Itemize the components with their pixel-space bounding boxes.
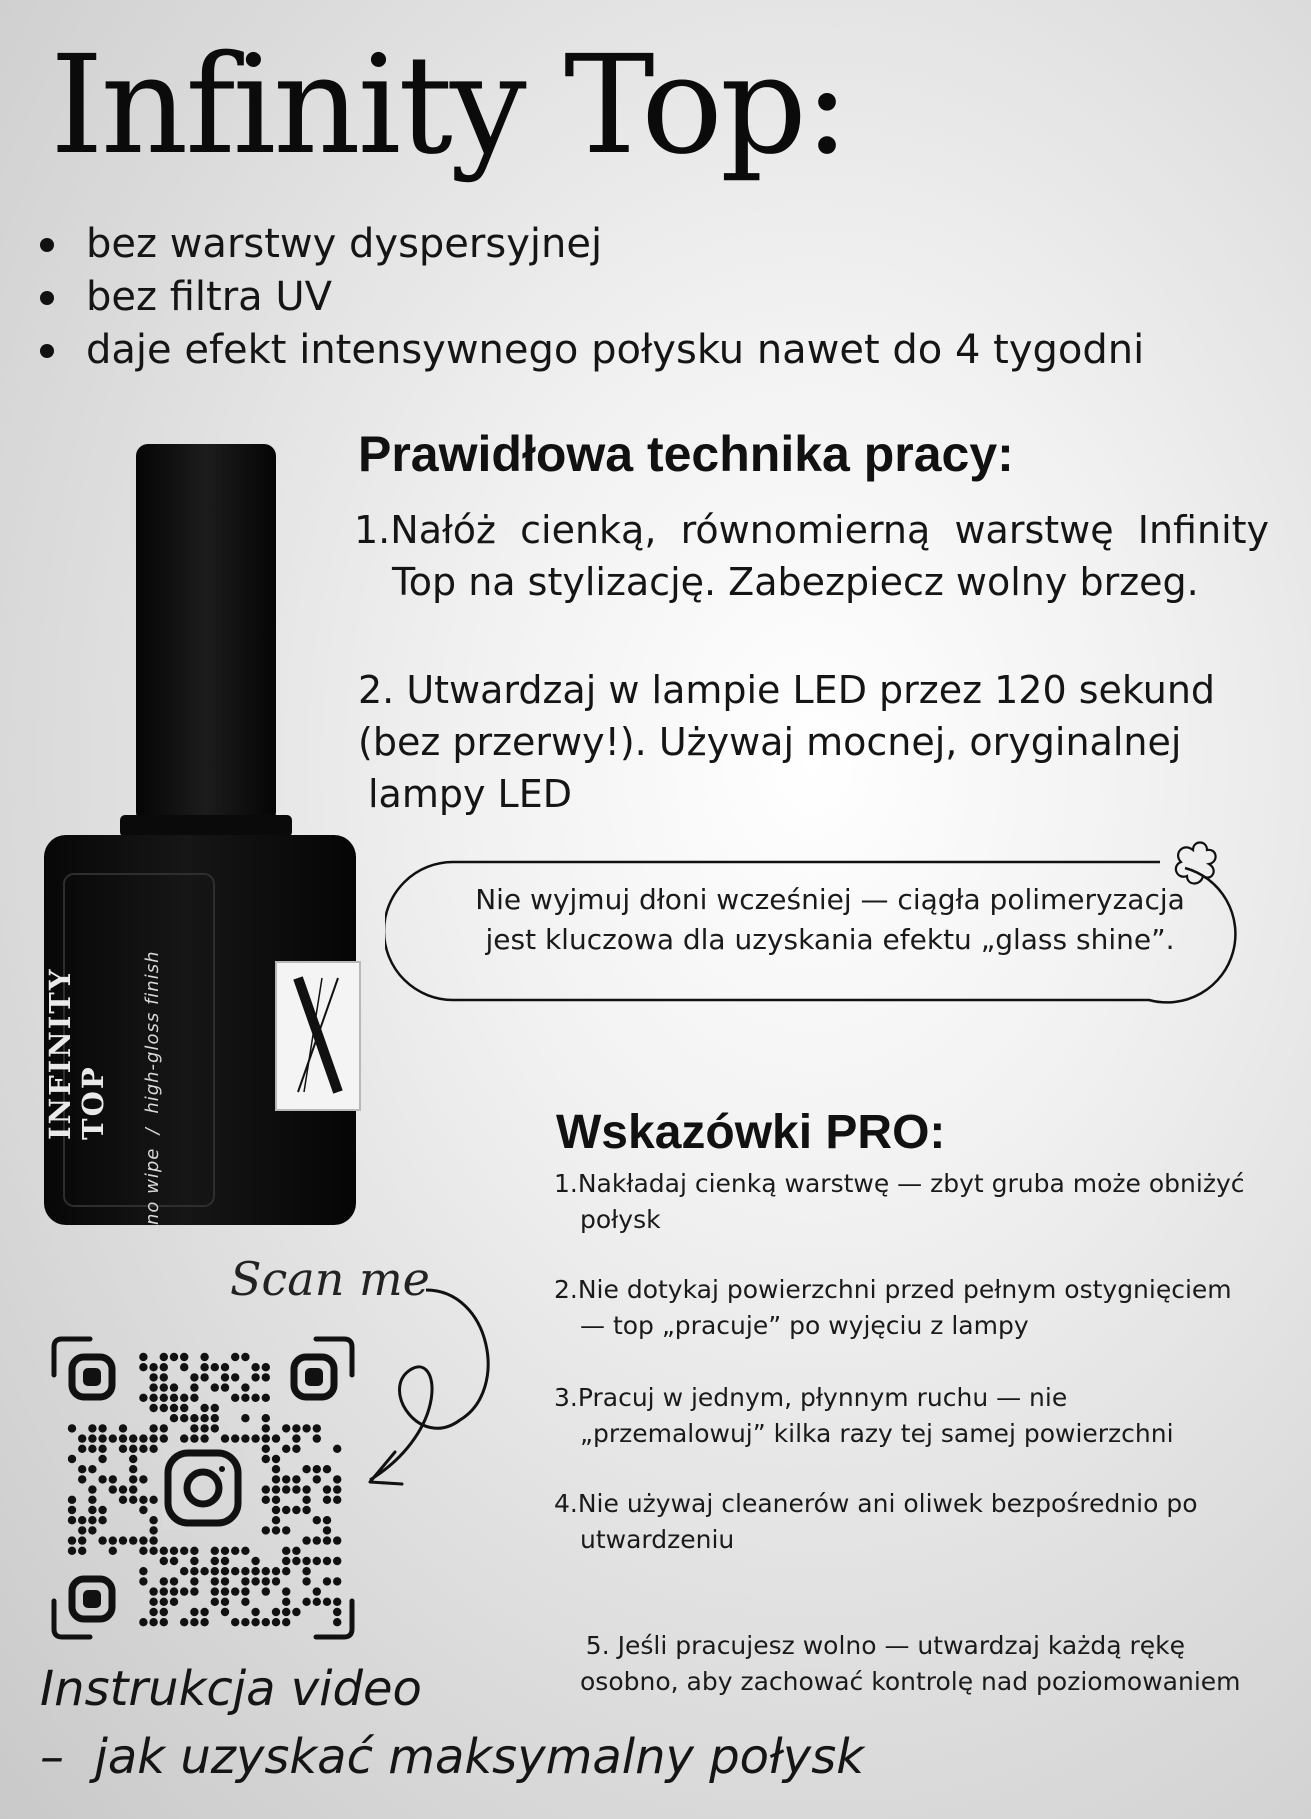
pro-item-text: Nie dotykaj powierzchni przed pełnym ostygnięciem — [577, 1275, 1232, 1304]
step-text: (bez przerwy!). Używaj mocnej, oryginalnej — [358, 720, 1182, 764]
technique-step-2 — [358, 664, 1278, 820]
bottle-brand-line: INFINITY — [43, 967, 77, 1140]
pro-item-text: Pracuj w jednym, płynnym ruchu — nie — [577, 1383, 1068, 1412]
pro-item — [554, 1166, 1245, 1238]
step-number: 1. — [354, 508, 391, 552]
video-caption — [40, 1655, 864, 1791]
feature-item: daje efekt intensywnego połysku nawet do 4 tygodni — [40, 324, 1240, 377]
pro-item — [554, 1272, 1232, 1344]
pro-item-text: Nakładaj cienką warstwę — zbyt gruba może obniżyć — [577, 1169, 1245, 1198]
pro-item-text: Nie używaj cleanerów ani oliwek bezpośrednio po — [577, 1489, 1198, 1518]
scan-label: Scan me — [230, 1252, 430, 1306]
pro-item-text: — top „pracuje” po wyjęciu z lampy — [580, 1311, 1029, 1340]
bullet-icon — [40, 344, 54, 358]
feature-item: bez warstwy dyspersyjnej — [40, 218, 1240, 271]
qr-code[interactable] — [50, 1335, 356, 1641]
qr-code-icon — [50, 1335, 356, 1641]
step-text: Top na stylizację. Zabezpiecz wolny brzeg. — [392, 560, 1199, 604]
pro-item-number: 5. — [585, 1631, 610, 1660]
feature-list — [40, 218, 1240, 377]
step-text: lampy LED — [368, 772, 572, 816]
step-text: Nałóż cienką, równomierną warstwę Infinity — [390, 508, 1270, 552]
bottle-subtitle: no wipe / high-gloss finish — [142, 950, 163, 1225]
step-text: 2. Utwardzaj w lampie LED przez 120 sekund — [358, 668, 1216, 712]
bottle-brand — [44, 840, 110, 1140]
bottle-brand-line: TOP — [76, 1065, 110, 1140]
pro-item-text: połysk — [580, 1205, 661, 1234]
technique-step-1 — [354, 504, 1274, 608]
pro-item-number: 1. — [554, 1169, 578, 1198]
pro-item-number: 2. — [554, 1275, 578, 1304]
pro-heading: Wskazówki PRO: — [556, 1106, 946, 1159]
video-caption-line: – jak uzyskać maksymalny połysk — [40, 1729, 865, 1785]
pro-item-number: 4. — [554, 1489, 578, 1518]
pro-item-text: Jeśli pracujesz wolno — utwardzaj każdą rękę — [609, 1631, 1186, 1660]
curved-arrow-icon — [340, 1270, 510, 1510]
pro-item-text: utwardzeniu — [580, 1525, 735, 1554]
pro-item-number: 3. — [554, 1383, 578, 1412]
note-line: Nie wyjmuj dłoni wcześniej — ciągła polimeryzacja — [475, 883, 1185, 916]
page-title: Infinity Top: — [50, 27, 847, 185]
note-text — [420, 880, 1240, 960]
pro-item — [554, 1380, 1174, 1452]
technique-heading: Prawidłowa technika pracy: — [358, 426, 1014, 482]
note-line: jest kluczowa dla uzyskania efektu „glass shine”. — [485, 923, 1175, 956]
pro-item — [554, 1486, 1198, 1558]
pro-item-text: osobno, aby zachować kontrolę nad poziomowaniem — [580, 1667, 1241, 1696]
bullet-icon — [40, 238, 54, 252]
pro-item-text: „przemalowuj” kilka razy tej samej powierzchni — [580, 1419, 1174, 1448]
flower-outline-icon — [1176, 843, 1216, 884]
bullet-icon — [40, 291, 54, 305]
video-caption-line: Instrukcja video — [40, 1661, 422, 1717]
feature-item: bez filtra UV — [40, 271, 1240, 324]
